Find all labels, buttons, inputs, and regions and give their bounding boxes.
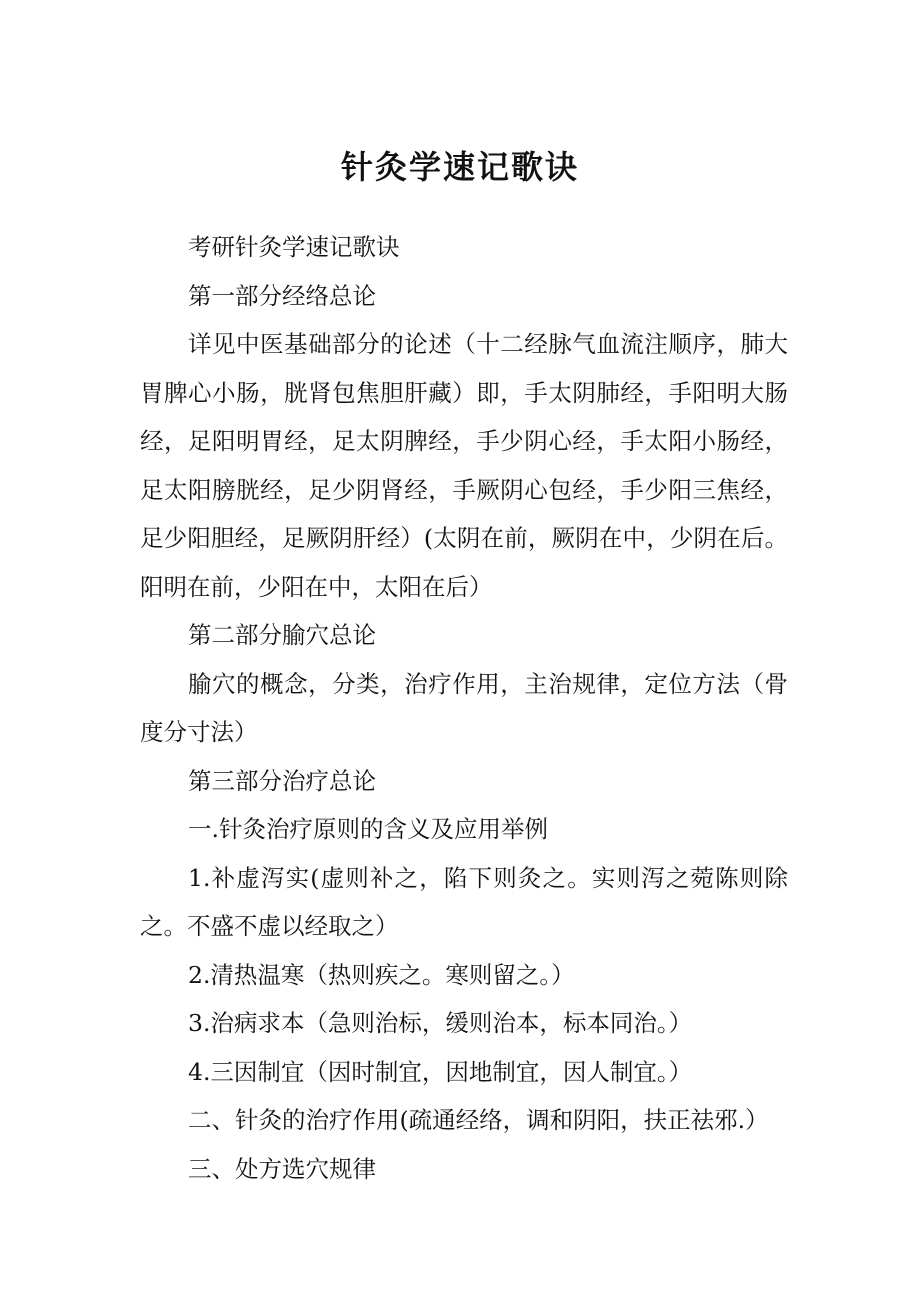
section-heading-acupoints: 第二部分腧穴总论 bbox=[188, 621, 376, 649]
document-title: 针灸学速记歌诀 bbox=[340, 148, 579, 186]
paragraph-meridians: 详见中医基础部分的论述（十二经脉气血流注顺序，肺大胃脾心小肠，胱肾包焦胆肝藏）即，手太阴肺经，手阳明大肠经，足阳明胃经，足太阴脾经，手少阴心经，手太阳小肠经，足太阳膀胱经，足少阴肾经，手厥阴心包经，手少阳三焦经，足少阳胆经，足厥阴肝经）(太阴在前，厥阴在中，少阴在后。阳明在前，少阳在中，太阳在后） bbox=[140, 330, 788, 601]
list-heading-point-selection: 三、处方选穴规律 bbox=[188, 1154, 376, 1183]
section-heading-treatment: 第三部分治疗总论 bbox=[188, 766, 376, 795]
list-item-principle-2: 2.清热温寒（热则疾之。寒则留之。） bbox=[188, 960, 575, 989]
list-heading-principles: 一.针灸治疗原则的含义及应用举例 bbox=[188, 815, 548, 843]
list-item-principle-1: 1.补虚泻实(虚则补之，陷下则灸之。实则泻之菀陈则除之。不盛不虚以经取之） bbox=[140, 863, 788, 940]
paragraph-subtitle: 考研针灸学速记歌诀 bbox=[188, 233, 400, 261]
list-heading-effects: 二、针灸的治疗作用(疏通经络，调和阴阳，扶正祛邪.） bbox=[188, 1106, 769, 1134]
section-heading-meridians: 第一部分经络总论 bbox=[188, 281, 376, 310]
paragraph-acupoints: 腧穴的概念，分类，治疗作用，主治规律，定位方法（骨度分寸法） bbox=[140, 669, 788, 746]
document-body bbox=[140, 223, 788, 1193]
list-item-principle-4: 4.三因制宜（因时制宜，因地制宜，因人制宜。） bbox=[188, 1057, 693, 1086]
list-item-principle-3: 3.治病求本（急则治标，缓则治本，标本同治。） bbox=[188, 1009, 693, 1037]
